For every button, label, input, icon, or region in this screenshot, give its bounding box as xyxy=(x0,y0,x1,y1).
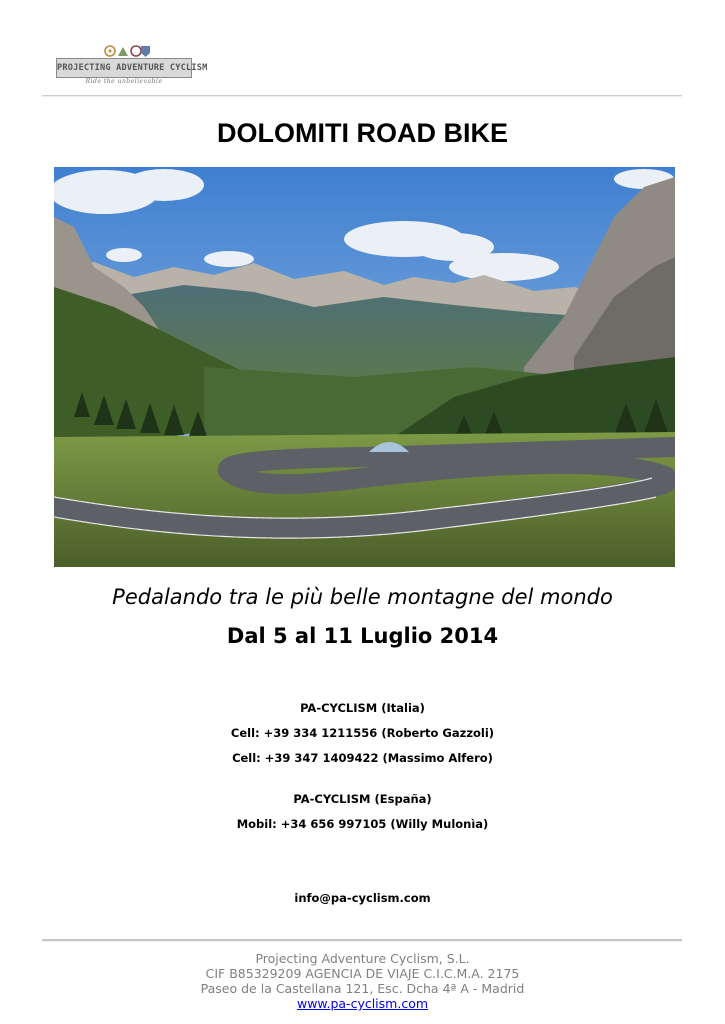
header-divider xyxy=(42,95,682,97)
trip-dates: Dal 5 al 11 Luglio 2014 xyxy=(226,624,499,648)
spain-contact-heading: PA-CYCLISM (España) xyxy=(293,792,432,806)
spain-phone-willy: Mobil: +34 656 997105 (Willy Mulonìa) xyxy=(236,817,489,831)
logo-emblem-icons xyxy=(104,44,152,58)
tagline: Pedalando tra le più belle montagne del mondo xyxy=(112,585,613,609)
logo-tagline: Ride the unbelievable xyxy=(85,78,163,85)
contact-email: info@pa-cyclism.com xyxy=(294,891,431,905)
footer-address: Paseo de la Castellana 121, Esc. Dcha 4ª A - Madrid xyxy=(200,981,525,996)
italy-phone-massimo: Cell: +39 347 1409422 (Massimo Alfero) xyxy=(232,751,493,765)
page-title: DOLOMITI ROAD BIKE xyxy=(217,118,508,148)
italy-contact-heading: PA-CYCLISM (Italia) xyxy=(300,701,425,715)
footer-divider xyxy=(42,939,682,942)
footer-website-row xyxy=(0,996,725,1011)
footer-registration: CIF B85329209 AGENCIA DE VIAJE C.I.C.M.A. 2175 xyxy=(205,966,520,981)
dolomites-road-photo xyxy=(54,167,675,567)
italy-phone-roberto: Cell: +39 334 1211556 (Roberto Gazzoli) xyxy=(230,726,495,740)
logo-wordmark: PROJECTING ADVENTURE CYCLISM xyxy=(56,58,192,78)
footer-company: Projecting Adventure Cyclism, S.L. xyxy=(255,951,470,966)
company-logo xyxy=(56,44,208,88)
website-link[interactable]: www.pa-cyclism.com xyxy=(296,996,429,1011)
